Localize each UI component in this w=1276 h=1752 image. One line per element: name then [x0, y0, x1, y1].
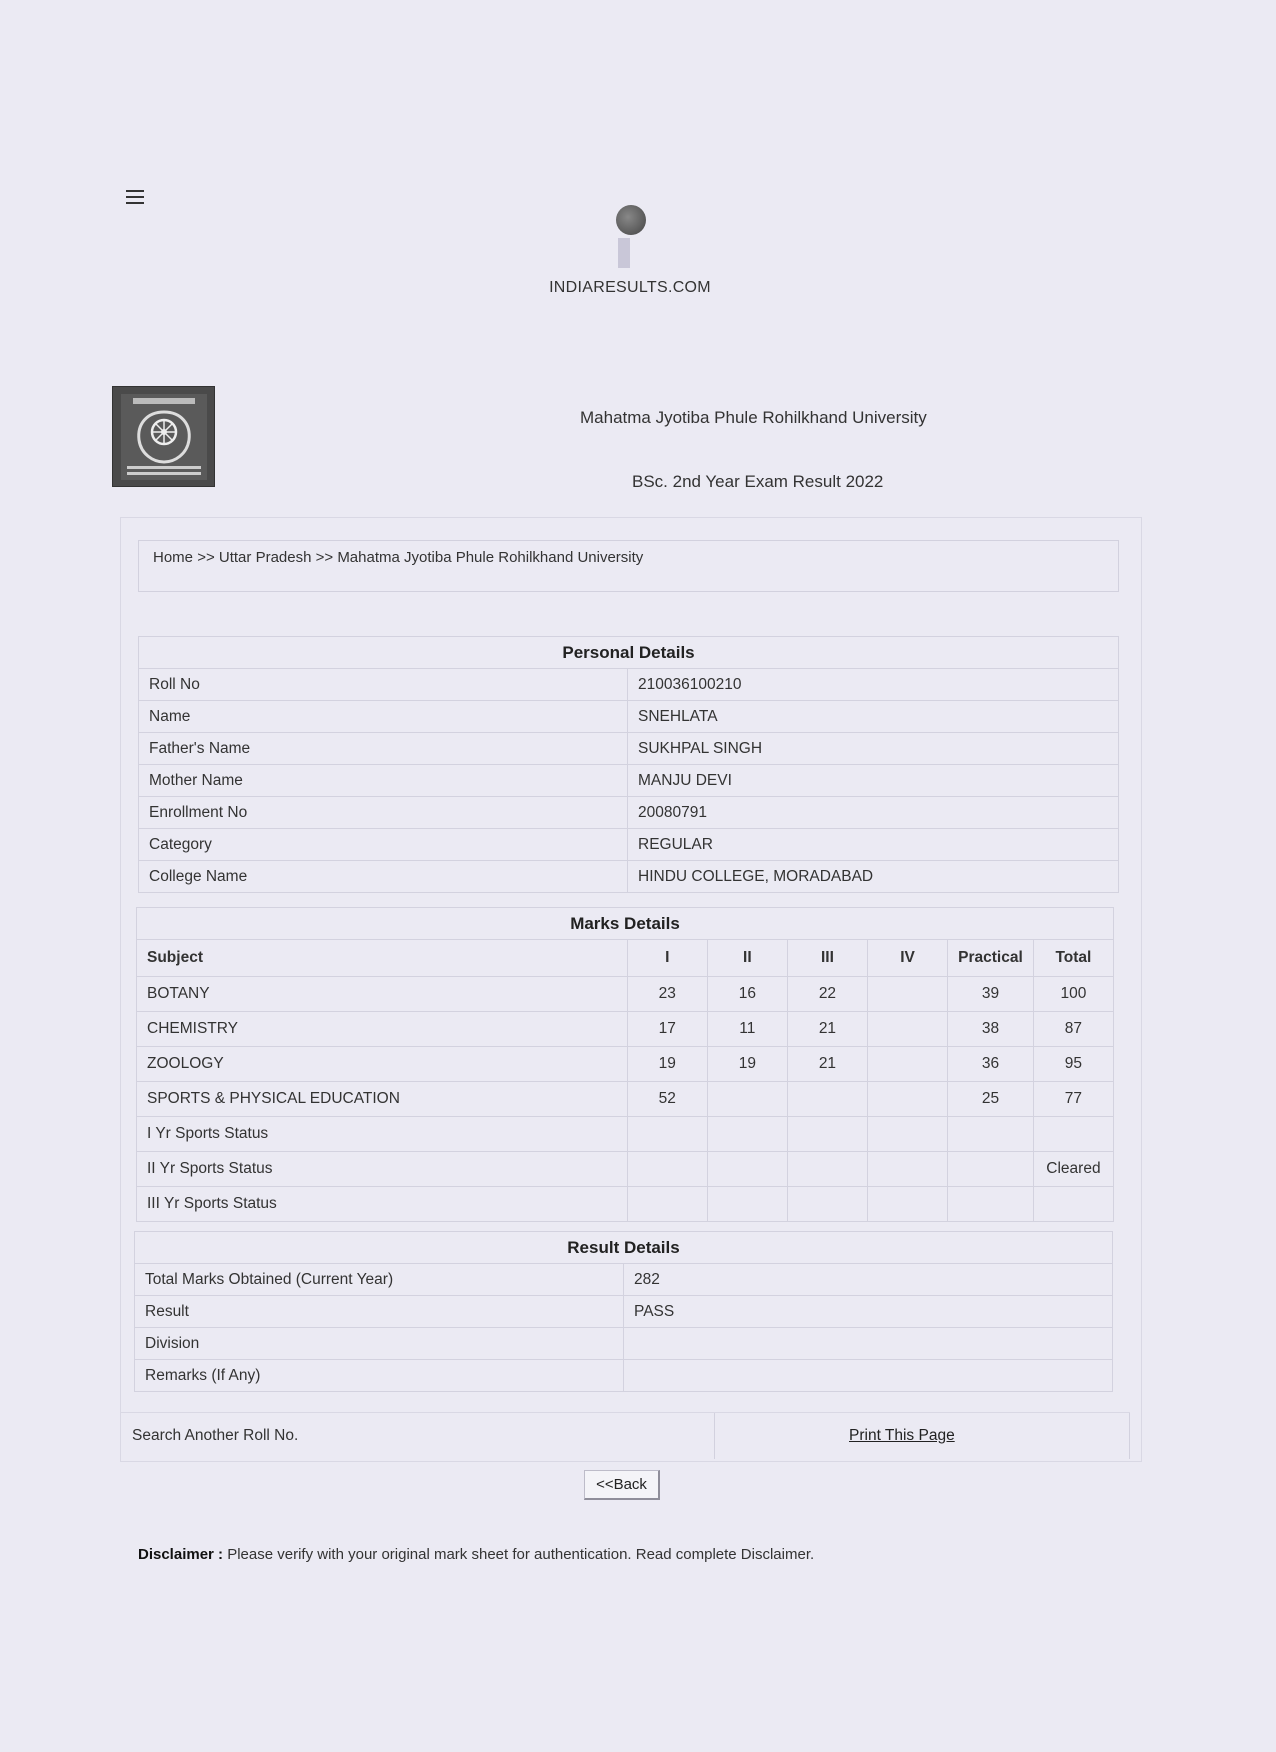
field-value: PASS: [624, 1296, 1113, 1328]
field-value: [624, 1328, 1113, 1360]
back-button[interactable]: <<Back: [584, 1470, 660, 1500]
field-value: SNEHLATA: [628, 701, 1119, 733]
column-header: Subject: [137, 940, 628, 977]
brand-name: INDIARESULTS.COM: [549, 279, 711, 296]
field-value: 20080791: [628, 797, 1119, 829]
sports-status-row: [137, 1187, 1114, 1222]
mark-cell: [868, 1082, 948, 1117]
breadcrumb: [138, 540, 1119, 592]
table-row: [139, 733, 1119, 765]
mark-cell: 19: [707, 1047, 787, 1082]
field-value: MANJU DEVI: [628, 765, 1119, 797]
column-header: IV: [868, 940, 948, 977]
field-label: Enrollment No: [139, 797, 628, 829]
field-value: REGULAR: [628, 829, 1119, 861]
indiaresults-logo-icon: [610, 205, 650, 275]
mark-cell: 16: [707, 977, 787, 1012]
breadcrumb-university[interactable]: Mahatma Jyotiba Phule Rohilkhand University: [337, 549, 644, 566]
mark-cell: [707, 1082, 787, 1117]
table-header-row: [137, 940, 1114, 977]
sports-status-label: I Yr Sports Status: [137, 1117, 628, 1152]
mark-cell: [868, 1047, 948, 1082]
personal-details-table: [138, 636, 1119, 893]
print-cell: [714, 1413, 1130, 1459]
field-value: SUKHPAL SINGH: [628, 733, 1119, 765]
mark-total: 95: [1033, 1047, 1113, 1082]
mark-cell: 11: [707, 1012, 787, 1047]
table-row: [139, 829, 1119, 861]
sports-status-row: [137, 1152, 1114, 1187]
table-row: [137, 1047, 1114, 1082]
field-value: HINDU COLLEGE, MORADABAD: [628, 861, 1119, 893]
mark-cell: 22: [787, 977, 867, 1012]
mark-cell: 38: [948, 1012, 1034, 1047]
field-value: 210036100210: [628, 669, 1119, 701]
field-label: Division: [135, 1328, 624, 1360]
field-label: Name: [139, 701, 628, 733]
university-emblem-icon: [112, 386, 215, 487]
column-header: II: [707, 940, 787, 977]
mark-cell: 23: [627, 977, 707, 1012]
table-row: [139, 669, 1119, 701]
hamburger-menu-icon[interactable]: [126, 190, 144, 204]
subject-name: CHEMISTRY: [137, 1012, 628, 1047]
disclaimer: [138, 1546, 814, 1563]
column-header: III: [787, 940, 867, 977]
mark-cell: [868, 1012, 948, 1047]
search-another-link[interactable]: Search Another Roll No.: [132, 1427, 299, 1444]
table-row: [135, 1360, 1113, 1392]
mark-cell: 39: [948, 977, 1034, 1012]
marks-details-heading: Marks Details: [137, 908, 1114, 940]
print-page-link[interactable]: Print This Page: [849, 1427, 955, 1444]
breadcrumb-home[interactable]: Home: [153, 549, 194, 566]
disclaimer-text: Please verify with your original mark sheet for authentication. Read complete Disclaimer.: [227, 1546, 815, 1563]
table-row: [135, 1264, 1113, 1296]
field-label: Total Marks Obtained (Current Year): [135, 1264, 624, 1296]
column-header: Total: [1033, 940, 1113, 977]
mark-cell: 36: [948, 1047, 1034, 1082]
personal-details-heading: Personal Details: [139, 637, 1119, 669]
column-header: I: [627, 940, 707, 977]
mark-total: 100: [1033, 977, 1113, 1012]
field-value: 282: [624, 1264, 1113, 1296]
result-actions: [120, 1412, 1130, 1459]
table-row: [135, 1328, 1113, 1360]
table-row: [139, 861, 1119, 893]
table-row: [135, 1296, 1113, 1328]
mark-total: 87: [1033, 1012, 1113, 1047]
breadcrumb-separator: >>: [197, 549, 215, 566]
mark-cell: 21: [787, 1012, 867, 1047]
field-value: [624, 1360, 1113, 1392]
subject-name: BOTANY: [137, 977, 628, 1012]
field-label: Father's Name: [139, 733, 628, 765]
university-name: Mahatma Jyotiba Phule Rohilkhand University: [580, 408, 927, 427]
site-brand[interactable]: [530, 205, 730, 297]
mark-total: 77: [1033, 1082, 1113, 1117]
breadcrumb-separator: >>: [315, 549, 334, 566]
sports-status-value: Cleared: [1033, 1152, 1113, 1187]
table-row: [137, 1012, 1114, 1047]
mark-cell: 19: [627, 1047, 707, 1082]
table-row: [137, 977, 1114, 1012]
sports-status-value: [1033, 1187, 1113, 1222]
mark-cell: [787, 1082, 867, 1117]
sports-status-row: [137, 1117, 1114, 1152]
table-row: [139, 701, 1119, 733]
mark-cell: 25: [948, 1082, 1034, 1117]
table-row: [139, 797, 1119, 829]
field-label: Category: [139, 829, 628, 861]
disclaimer-label: Disclaimer :: [138, 1546, 224, 1563]
result-details-table: [134, 1231, 1113, 1392]
mark-cell: 52: [627, 1082, 707, 1117]
result-details-heading: Result Details: [135, 1232, 1113, 1264]
sports-status-value: [1033, 1117, 1113, 1152]
sports-status-label: II Yr Sports Status: [137, 1152, 628, 1187]
subject-name: SPORTS & PHYSICAL EDUCATION: [137, 1082, 628, 1117]
field-label: Roll No: [139, 669, 628, 701]
mark-cell: [868, 977, 948, 1012]
marks-details-table: [136, 907, 1114, 1222]
mark-cell: 17: [627, 1012, 707, 1047]
table-row: [139, 765, 1119, 797]
table-row: [137, 1082, 1114, 1117]
field-label: Mother Name: [139, 765, 628, 797]
sports-status-label: III Yr Sports Status: [137, 1187, 628, 1222]
field-label: College Name: [139, 861, 628, 893]
field-label: Remarks (If Any): [135, 1360, 624, 1392]
breadcrumb-state[interactable]: Uttar Pradesh: [218, 549, 312, 566]
subject-name: ZOOLOGY: [137, 1047, 628, 1082]
mark-cell: 21: [787, 1047, 867, 1082]
column-header: Practical: [948, 940, 1034, 977]
field-label: Result: [135, 1296, 624, 1328]
exam-title: BSc. 2nd Year Exam Result 2022: [632, 472, 884, 491]
